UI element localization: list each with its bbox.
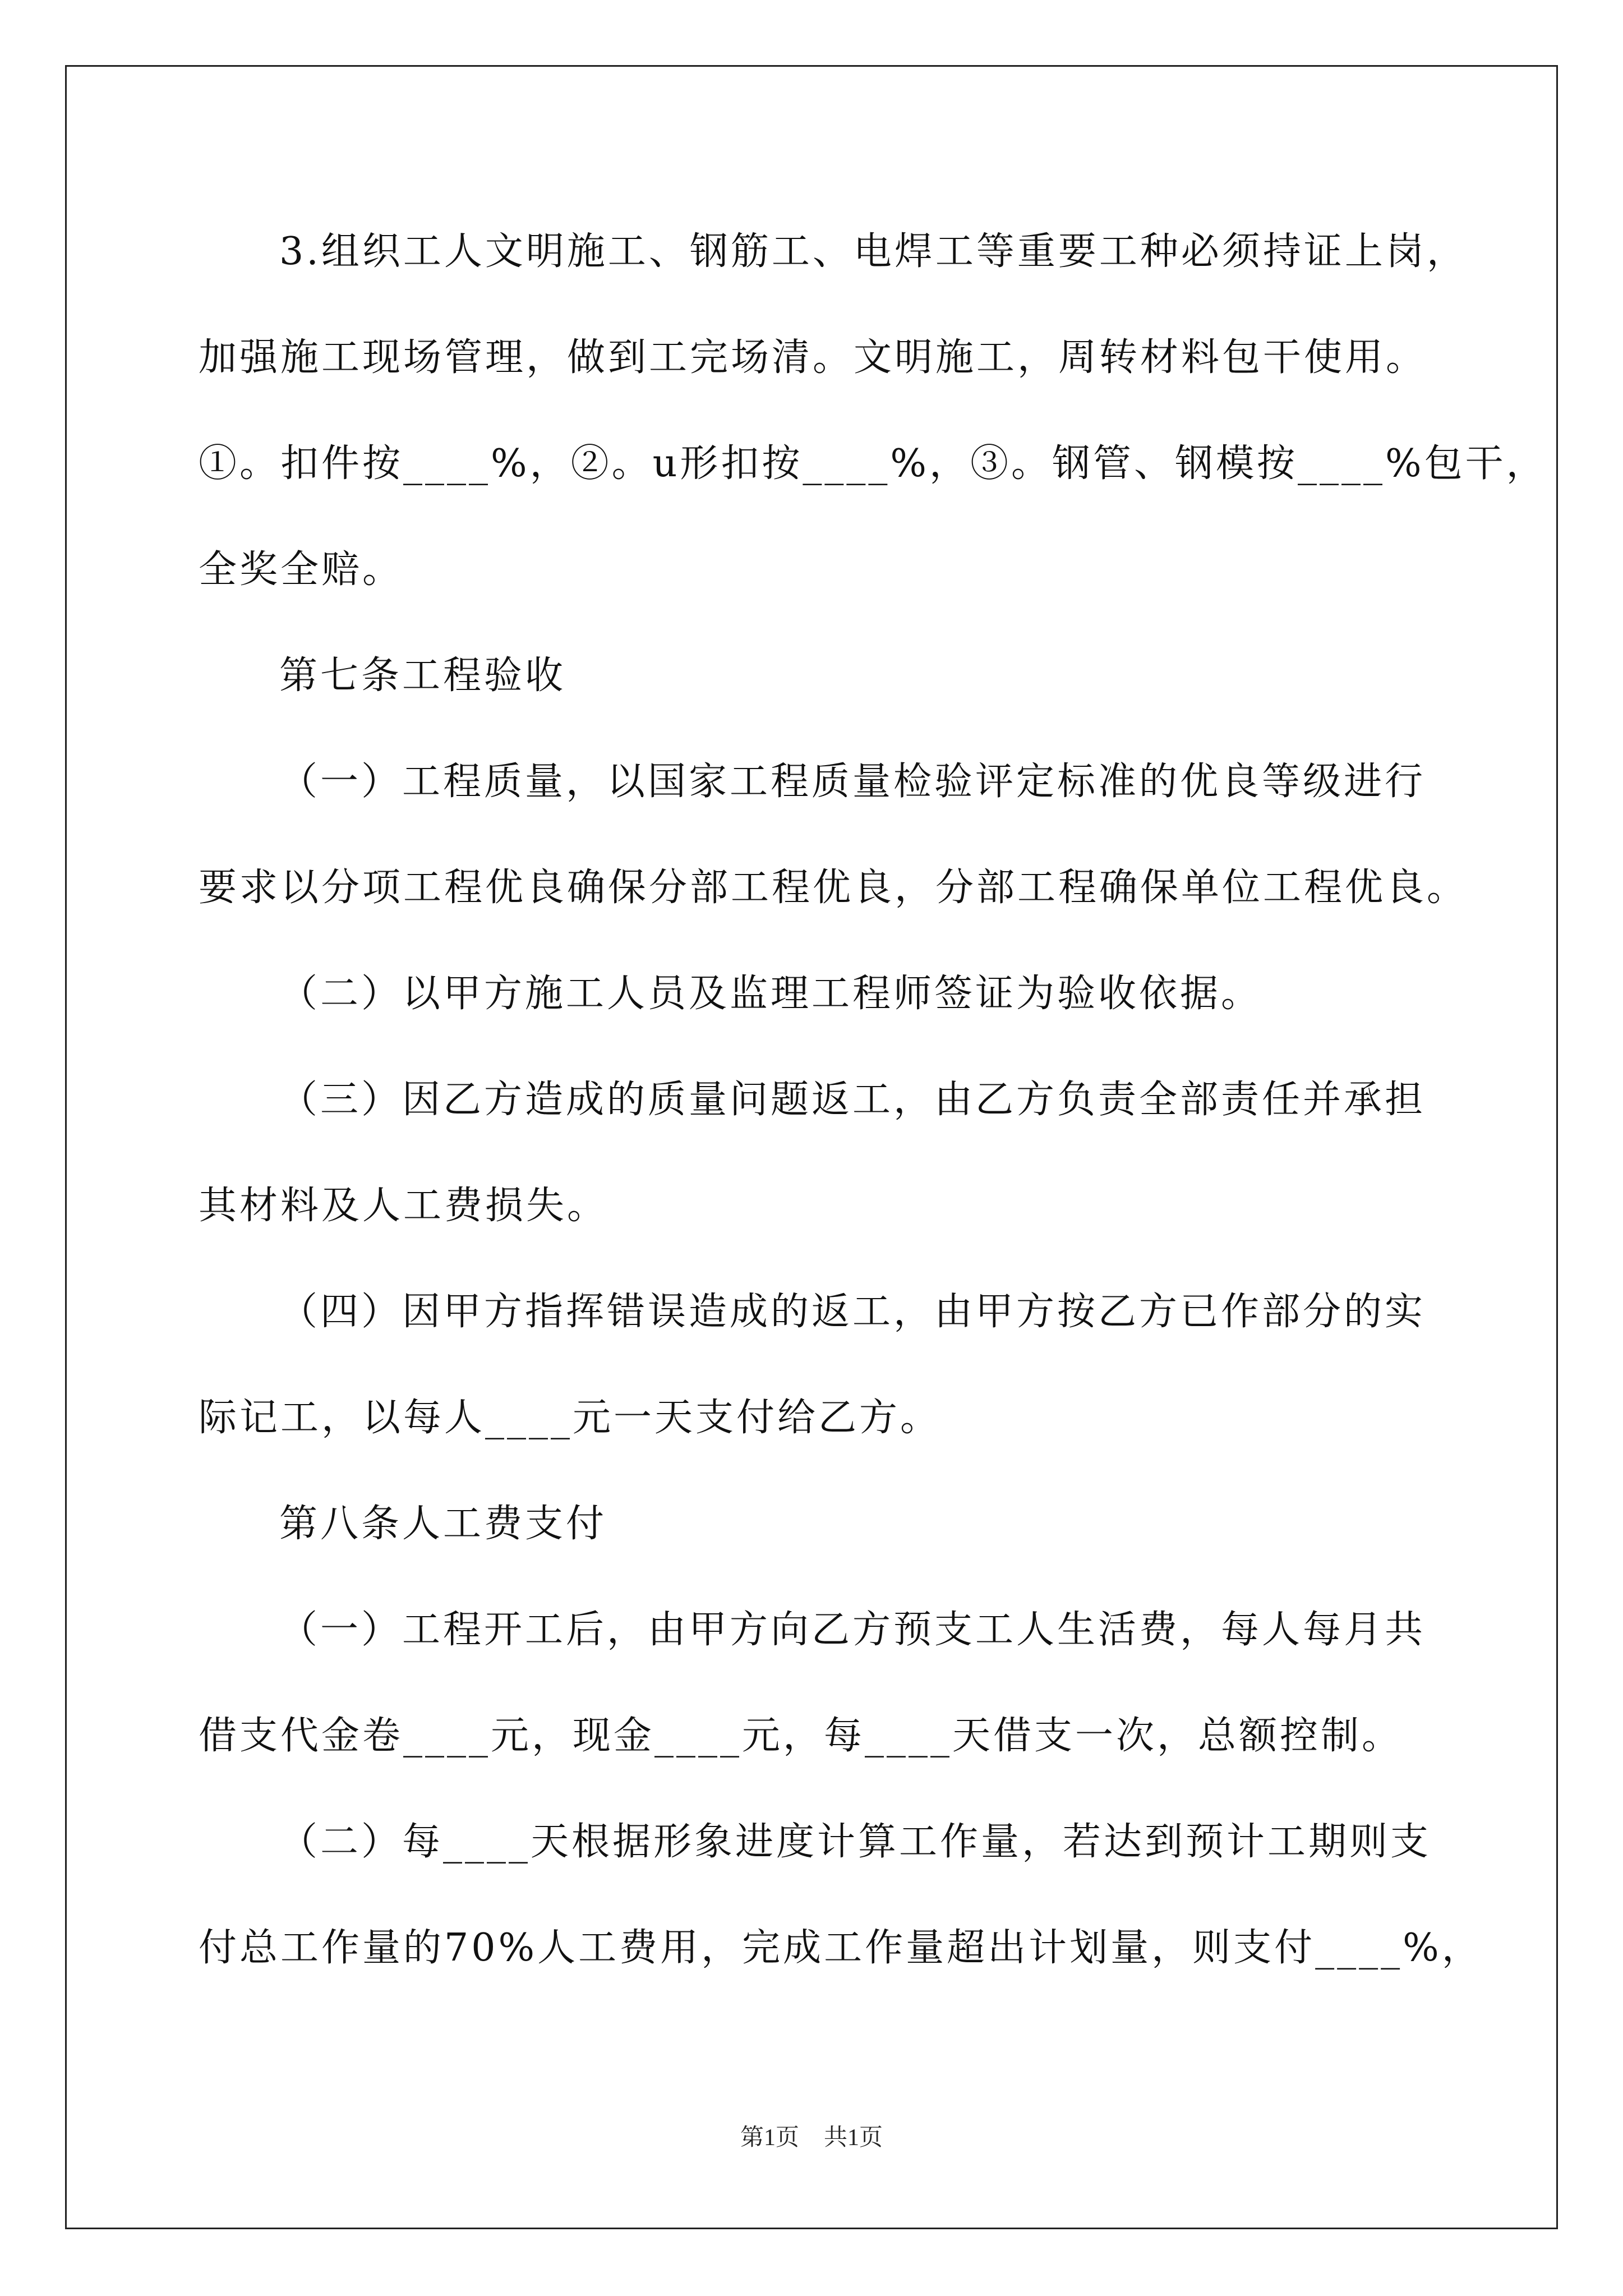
section-heading-article-8: 第八条人工费支付: [279, 1502, 607, 1546]
page-number: 第1页: [740, 2125, 799, 2151]
paragraph-line-3: ①。扣件按____%，②。u形扣按____%，③。钢管、钢模按____%包干，: [199, 441, 1547, 486]
paragraph-line-6: （一）工程质量，以国家工程质量检验评定标准的优良等级进行: [279, 760, 1426, 804]
paragraph-line-12: 际记工，以每人____元一天支付给乙方。: [199, 1396, 942, 1440]
paragraph-line-17: 付总工作量的70%人工费用，完成工作量超出计划量，则支付____%，: [199, 1926, 1483, 1970]
paragraph-line-7: 要求以分项工程优良确保分部工程优良，分部工程确保单位工程优良。: [199, 866, 1468, 910]
paragraph-line-10: 其材料及人工费损失。: [199, 1184, 608, 1228]
paragraph-line-4: 全奖全赔。: [199, 547, 404, 592]
section-heading-article-7: 第七条工程验收: [279, 654, 566, 698]
paragraph-line-16: （二）每____天根据形象进度计算工作量，若达到预计工期则支: [279, 1820, 1432, 1864]
page-footer: [0, 2124, 1623, 2152]
paragraph-line-11: （四）因甲方指挥错误造成的返工，由甲方按乙方已作部分的实: [279, 1290, 1426, 1334]
paragraph-line-2: 加强施工现场管理，做到工完场清。文明施工，周转材料包干使用。: [199, 335, 1427, 380]
paragraph-line-14: （一）工程开工后，由甲方向乙方预支工人生活费，每人每月共: [279, 1608, 1426, 1652]
paragraph-line-9: （三）因乙方造成的质量问题返工，由乙方负责全部责任并承担: [279, 1078, 1426, 1122]
page-border: [65, 65, 1558, 2229]
paragraph-line-15: 借支代金卷____元，现金____元，每____天借支一次，总额控制。: [199, 1714, 1403, 1758]
paragraph-line-1: 3.组织工人文明施工、钢筋工、电焊工等重要工种必须持证上岗，: [279, 229, 1468, 274]
page-total: 共1页: [824, 2125, 883, 2151]
paragraph-line-8: （二）以甲方施工人员及监理工程师签证为验收依据。: [279, 972, 1262, 1016]
